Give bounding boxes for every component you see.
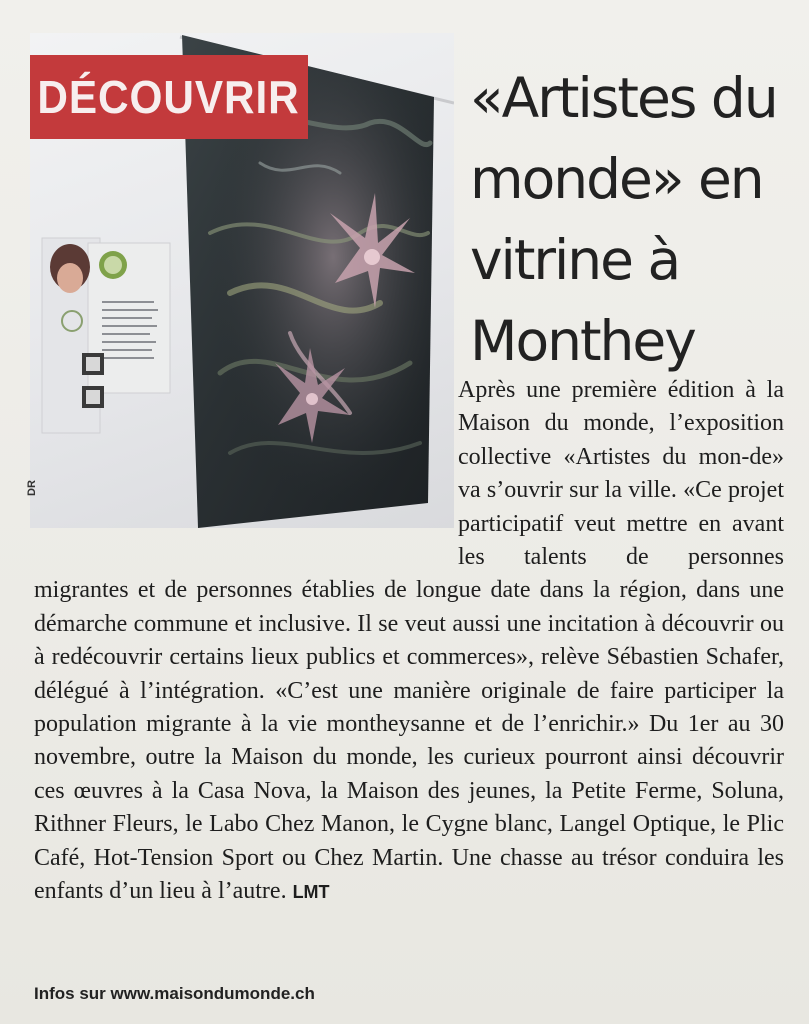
author-signature: LMT: [292, 882, 330, 903]
photo-spacer: [34, 374, 458, 544]
section-tag: [30, 55, 308, 139]
infos-line: Infos sur www.maisondumonde.ch: [34, 984, 315, 1003]
headline: «Artistes du monde» en vitrine à Monthey: [470, 66, 777, 373]
article-body: [34, 374, 784, 910]
photo-credit: DR: [26, 480, 38, 496]
section-tag-label: DÉCOUVRIR: [37, 71, 301, 123]
article-body-text: Après une première édition à la Maison du monde, l’exposition collective «Artistes du mon-de» va s’ouvrir sur la ville. «Ce projet participatif veut mettre en avant les talents de personnes migrantes et de personnes établies de longue date dans la région, dans une démarche commune et inclusive. Il se veut aussi une incitation à découvrir ou à redécouvrir certains lieux publics et commerces», relève Sébastien Schafer, délégué à l’intégration. «C’est une manière originale de faire participer la population migrante à la vie montheysanne et de l’enrichir.» Du 1er au 30 novembre, outre la Maison du monde, les curieux pourront ainsi découvrir ces œuvres à la Casa Nova, la Maison des jeunes, la Petite Ferme, Soluna, Rithner Fleurs, le Labo Chez Manon, le Cygne blanc, Langel Optique, le Plic Café, Hot-Tension Sport ou Chez Martin. Une chasse au trésor conduira les enfants d’un lieu à l’autre.: [34, 377, 784, 905]
